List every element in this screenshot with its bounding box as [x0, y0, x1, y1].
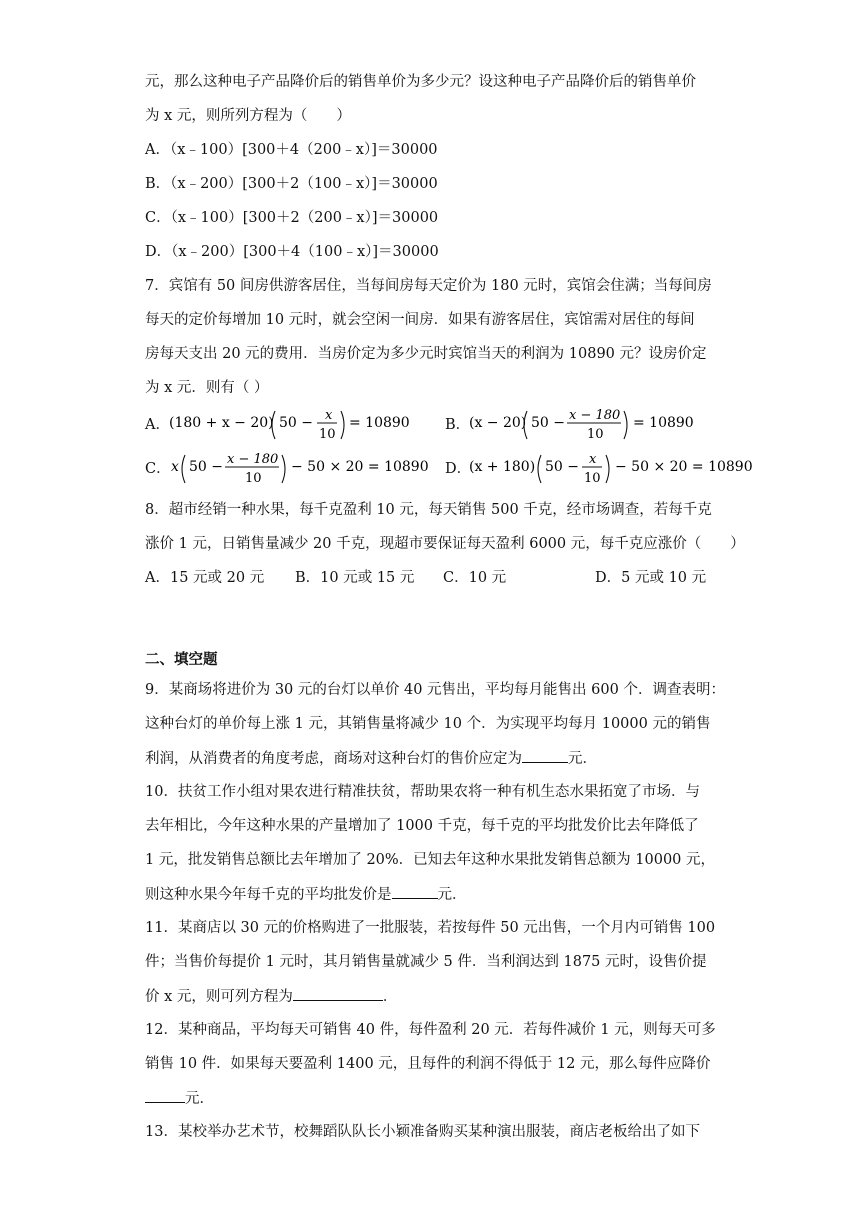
q7-option-d-formula: [469, 452, 753, 493]
q8-line-1: 8．超市经销一种水果，每千克盈利 10 元，每天销售 500 千克，经市场调查，若每千克: [145, 502, 712, 518]
option-label: A．: [145, 417, 170, 433]
q10-line-4: [145, 884, 467, 905]
q11-text: 价 x 元，则可列方程为: [145, 989, 293, 1005]
formula-result: = 10890: [349, 415, 410, 431]
option-label: C．: [145, 461, 171, 477]
q7-option-b: [445, 408, 725, 455]
formula-const: 50 −: [531, 415, 565, 431]
q13-line-1: 13．某校举办艺术节，校舞蹈队队长小颖准备购买某种演出服装，商店老板给出了如下: [145, 1124, 700, 1140]
right-paren: [624, 411, 627, 439]
right-paren: [282, 455, 285, 483]
q7-option-d: [445, 452, 753, 499]
option-label: B．: [445, 417, 471, 433]
q12-unit: 元．: [185, 1091, 214, 1107]
q7-option-c-formula: [169, 453, 439, 493]
q7-option-a-formula: [169, 409, 429, 449]
fraction-numerator: x − 180: [227, 452, 279, 467]
fraction-numerator: x: [325, 408, 333, 423]
q6-option-c: C．（x﹣100）[300＋2（200﹣x）]＝30000: [145, 210, 439, 226]
formula-result: = 10890: [633, 415, 694, 431]
fraction-denominator: 10: [319, 427, 336, 442]
q10-unit: 元．: [437, 887, 467, 903]
q11-line-1: 11．某商店以 30 元的价格购进了一批服装，若按每件 50 元出售，一个月内可销售 100: [145, 920, 716, 936]
q7-line-4: 为 x 元．则有（ ）: [145, 380, 269, 396]
q7-line-3: 房每天支出 20 元的费用．当房价定为多少元时宾馆当天的利润为 10890 元？设房价定: [145, 346, 707, 362]
left-paren: [538, 455, 541, 483]
q12-line-1: 12．某种商品，平均每天可销售 40 件，每件盈利 20 元．若每件减价 1 元，则每天可多: [145, 1022, 716, 1038]
right-paren: [341, 411, 344, 439]
fraction-denominator: 10: [584, 471, 601, 486]
formula-const: 50 −: [279, 415, 313, 431]
q9-unit: 元．: [568, 751, 597, 767]
answer-blank: [392, 884, 438, 899]
fraction-numerator: x − 180: [569, 408, 621, 423]
formula-prefix: x: [171, 459, 179, 475]
fraction-denominator: 10: [587, 427, 604, 442]
q9-text: 利润，从消费者的角度考虑，商场对这种台灯的售价应定为: [145, 751, 522, 767]
formula-const: 50 −: [545, 459, 579, 475]
answer-blank: [145, 1088, 185, 1103]
q6-option-b: B．（x﹣200）[300＋2（100﹣x）]＝30000: [145, 176, 438, 192]
q6-option-a: A．（x﹣100）[300＋4（200﹣x）]＝30000: [145, 142, 438, 158]
q7-line-1: 7．宾馆有 50 间房供游客居住，当每间房每天定价为 180 元时，宾馆会住满；当每间房: [145, 278, 712, 294]
q7-option-c: [145, 452, 440, 499]
q7-option-b-formula: [469, 409, 719, 449]
q9-line-2: 这种台灯的单价每上涨 1 元，其销售量将减少 10 个．为实现平均每月 10000 元的销售: [145, 716, 711, 732]
q9-line-1: 9．某商场将进价为 30 元的台灯以单价 40 元售出，平均每月能售出 600 个．调查表明：: [145, 682, 725, 698]
q12-line-2: 销售 10 件．如果每天要盈利 1400 元，且每件的利润不得低于 12 元，那么每件应降价: [145, 1056, 711, 1072]
formula-prefix: (180 + x − 20): [169, 415, 274, 431]
formula-prefix: (x − 20): [469, 415, 527, 431]
q9-line-3: [145, 748, 597, 769]
answer-blank: [293, 986, 383, 1001]
q11-line-2: 件；当售价每提价 1 元时，其月销售量就减少 5 件．当利润达到 1875 元时，设售价提: [145, 954, 707, 970]
q8-option-d: D．5 元或 10 元: [595, 570, 707, 586]
formula-const: 50 −: [189, 459, 223, 475]
q10-text: 则这种水果今年每千克的平均批发价是: [145, 887, 392, 903]
q10-line-3: 1 元，批发销售总额比去年增加了 20%．已知去年这种水果批发销售总额为 10000 元，: [145, 852, 716, 868]
answer-blank: [522, 748, 568, 763]
q11-end: ．: [382, 989, 398, 1005]
q7-line-2: 每天的定价每增加 10 元时，就会空闲一间房．如果有游客居住，宾馆需对居住的每间: [145, 312, 695, 328]
formula-result: − 50 × 20 = 10890: [615, 459, 753, 475]
q6-option-d: D．（x﹣200）[300＋4（100﹣x）]＝30000: [145, 244, 439, 260]
q10-line-2: 去年相比，今年这种水果的产量增加了 1000 千克，每千克的平均批发价比去年降低了: [145, 818, 699, 834]
formula-prefix: (x + 180): [469, 459, 536, 475]
option-label: D．: [445, 461, 472, 477]
left-paren: [182, 455, 185, 483]
q10-line-1: 10．扶贫工作小组对果农进行精准扶贫，帮助果农将一种有机生态水果拓宽了市场．与: [145, 784, 700, 800]
q8-option-c: C．10 元: [443, 570, 507, 586]
section-heading: 二、填空题: [145, 652, 218, 668]
q8-option-b: B．10 元或 15 元: [295, 570, 415, 586]
q6-line-2: 为 x 元，则所列方程为（ ）: [145, 108, 351, 124]
q8-option-a: A．15 元或 20 元: [145, 570, 265, 586]
formula-result: − 50 × 20 = 10890: [291, 459, 429, 475]
q8-line-2: 涨价 1 元，日销售量减少 20 千克，现超市要保证每天盈利 6000 元，每千克应涨价（ ）: [145, 536, 745, 552]
q7-option-a: [145, 408, 435, 455]
q12-line-3: [145, 1088, 214, 1109]
fraction-denominator: 10: [245, 471, 262, 486]
right-paren: [606, 455, 609, 483]
q11-line-3: [145, 986, 397, 1007]
q6-line-1: 元，那么这种电子产品降价后的销售单价为多少元？设这种电子产品降价后的销售单价: [145, 74, 696, 90]
fraction-numerator: x: [589, 452, 597, 467]
